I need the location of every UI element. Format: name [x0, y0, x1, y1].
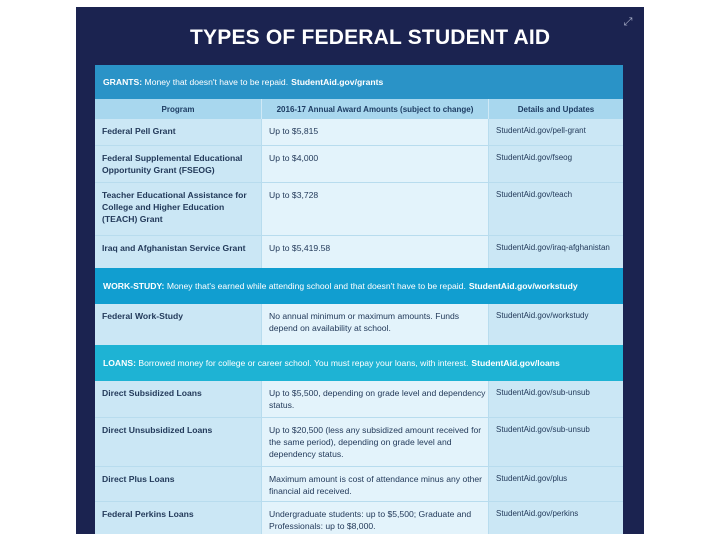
work-study-link[interactable]: StudentAid.gov/workstudy: [468, 281, 578, 291]
details-link[interactable]: StudentAid.gov/plus: [489, 467, 623, 501]
details-link[interactable]: StudentAid.gov/pell-grant: [489, 119, 623, 145]
grants-section-header: [95, 65, 623, 99]
loans-link[interactable]: StudentAid.gov/loans: [471, 358, 560, 368]
amount-cell: Undergraduate students: up to $5,500; Graduate and Professionals: up to $8,000.: [261, 502, 489, 534]
amount-cell: Up to $3,728: [261, 183, 489, 235]
page-title: TYPES OF FEDERAL STUDENT AID: [190, 26, 551, 49]
details-link[interactable]: StudentAid.gov/sub-unsub: [489, 418, 623, 466]
program-cell: Federal Perkins Loans: [95, 502, 261, 534]
work-study-section-header: [95, 268, 623, 304]
amount-cell: Maximum amount is cost of attendance minus any other financial aid received.: [261, 467, 489, 501]
table-row: [95, 236, 623, 268]
program-cell: Iraq and Afghanistan Service Grant: [95, 236, 261, 268]
loans-label: LOANS:: [103, 358, 136, 368]
work-study-label: WORK-STUDY:: [103, 281, 165, 291]
program-cell: Teacher Educational Assistance for College and Higher Education (TEACH) Grant: [95, 183, 261, 235]
amount-cell: Up to $5,815: [261, 119, 489, 145]
details-link[interactable]: StudentAid.gov/sub-unsub: [489, 381, 623, 417]
details-link[interactable]: StudentAid.gov/fseog: [489, 146, 623, 182]
program-cell: Direct Unsubsidized Loans: [95, 418, 261, 466]
amount-cell: Up to $5,500, depending on grade level and dependency status.: [261, 381, 489, 417]
program-cell: Federal Supplemental Educational Opportunity Grant (FSEOG): [95, 146, 261, 182]
program-cell: Federal Work-Study: [95, 304, 261, 345]
amount-cell: No annual minimum or maximum amounts. Funds depend on availability at school.: [261, 304, 489, 345]
column-header-program: Program: [95, 99, 261, 119]
expand-icon[interactable]: ⤢: [623, 16, 633, 28]
loans-description: Borrowed money for college or career school. You must repay your loans, with interest.: [138, 358, 469, 368]
loans-section-header: [95, 345, 623, 381]
table-row: [95, 146, 623, 182]
table-row: [95, 183, 623, 235]
slide-frame: [76, 7, 644, 534]
grants-description: Money that doesn't have to be repaid.: [144, 77, 289, 87]
details-link[interactable]: StudentAid.gov/perkins: [489, 502, 623, 534]
table-row: [95, 467, 623, 501]
program-cell: Direct Plus Loans: [95, 467, 261, 501]
program-cell: Federal Pell Grant: [95, 119, 261, 145]
aid-table: [95, 65, 623, 534]
program-cell: Direct Subsidized Loans: [95, 381, 261, 417]
details-link[interactable]: StudentAid.gov/teach: [489, 183, 623, 235]
table-row: [95, 418, 623, 466]
table-row: [95, 304, 623, 345]
details-link[interactable]: StudentAid.gov/workstudy: [489, 304, 623, 345]
table-row: [95, 381, 623, 417]
table-row: [95, 502, 623, 534]
table-row: [95, 119, 623, 145]
column-header-details: Details and Updates: [489, 99, 623, 119]
grants-label: GRANTS:: [103, 77, 143, 87]
work-study-description: Money that's earned while attending school and that doesn't have to be repaid.: [166, 281, 466, 291]
amount-cell: Up to $4,000: [261, 146, 489, 182]
details-link[interactable]: StudentAid.gov/iraq-afghanistan: [489, 236, 623, 268]
column-header-amount: 2016-17 Annual Award Amounts (subject to change): [261, 99, 489, 119]
amount-cell: Up to $5,419.58: [261, 236, 489, 268]
grants-link[interactable]: StudentAid.gov/grants: [291, 77, 384, 87]
amount-cell: Up to $20,500 (less any subsidized amount received for the same period), depending on grade level and dependency status.: [261, 418, 489, 466]
